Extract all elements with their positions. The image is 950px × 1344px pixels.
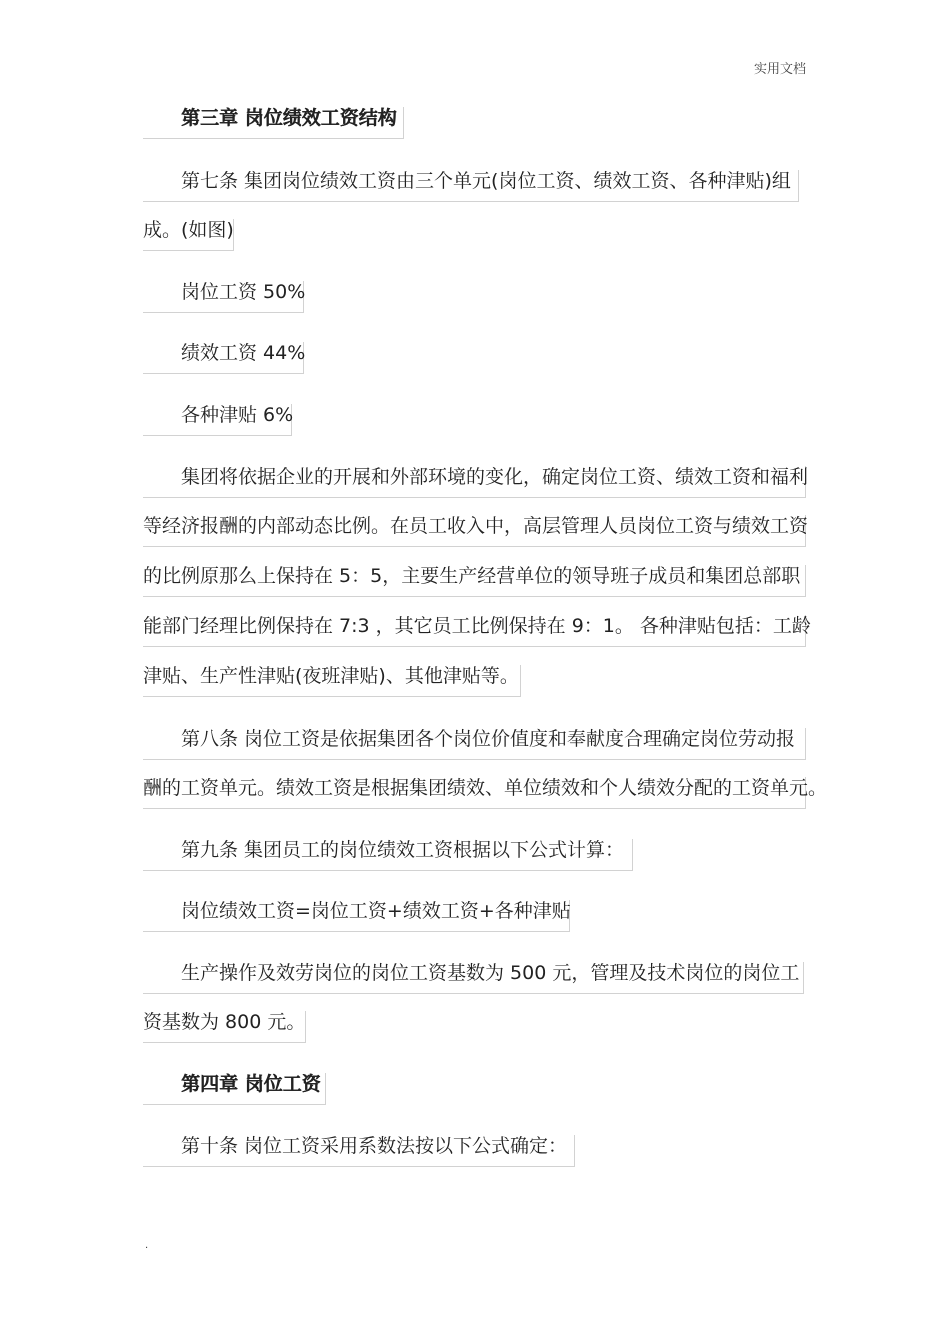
paragraph-line: 集团将依据企业的开展和外部环境的变化，确定岗位工资、绩效工资和福利 (143, 466, 806, 498)
paragraph-line: 生产操作及效劳岗位的岗位工资基数为 500 元，管理及技术岗位的岗位工 (143, 962, 804, 994)
paragraph-line: 第七条 集团岗位绩效工资由三个单元(岗位工资、绩效工资、各种津贴)组 (143, 170, 799, 202)
paragraph-line: 第十条 岗位工资采用系数法按以下公式确定： (143, 1135, 575, 1167)
paragraph-line: 第九条 集团员工的岗位绩效工资根据以下公式计算： (143, 839, 633, 871)
paragraph-line: 津贴、生产性津贴(夜班津贴)、其他津贴等。 (143, 665, 521, 697)
paragraph-line: 第八条 岗位工资是依据集团各个岗位价值度和奉献度合理确定岗位劳动报 (143, 728, 806, 760)
paragraph-line: 各种津贴 6% (143, 404, 292, 436)
paragraph-line: 能部门经理比例保持在 7:3 ，其它员工比例保持在 9：1。 各种津贴包括：工龄 (143, 615, 806, 647)
paragraph-line: 岗位工资 50% (143, 281, 304, 313)
page-header: 实用文档 (753, 62, 806, 77)
chapter-heading: 第四章 岗位工资 (143, 1073, 326, 1105)
page-footer-mark: . (145, 1240, 149, 1251)
paragraph-line: 酬的工资单元。绩效工资是根据集团绩效、单位绩效和个人绩效分配的工资单元。 (143, 777, 806, 809)
chapter-heading: 第三章 岗位绩效工资结构 (143, 107, 404, 139)
paragraph-line: 绩效工资 44% (143, 342, 304, 374)
paragraph-line: 资基数为 800 元。 (143, 1011, 306, 1043)
paragraph-line: 成。(如图) (143, 219, 234, 251)
paragraph-line: 岗位绩效工资=岗位工资+绩效工资+各种津贴 (143, 900, 570, 932)
paragraph-line: 的比例原那么上保持在 5：5，主要生产经营单位的领导班子成员和集团总部职 (143, 565, 806, 597)
paragraph-line: 等经济报酬的内部动态比例。在员工收入中，高层管理人员岗位工资与绩效工资 (143, 515, 806, 547)
